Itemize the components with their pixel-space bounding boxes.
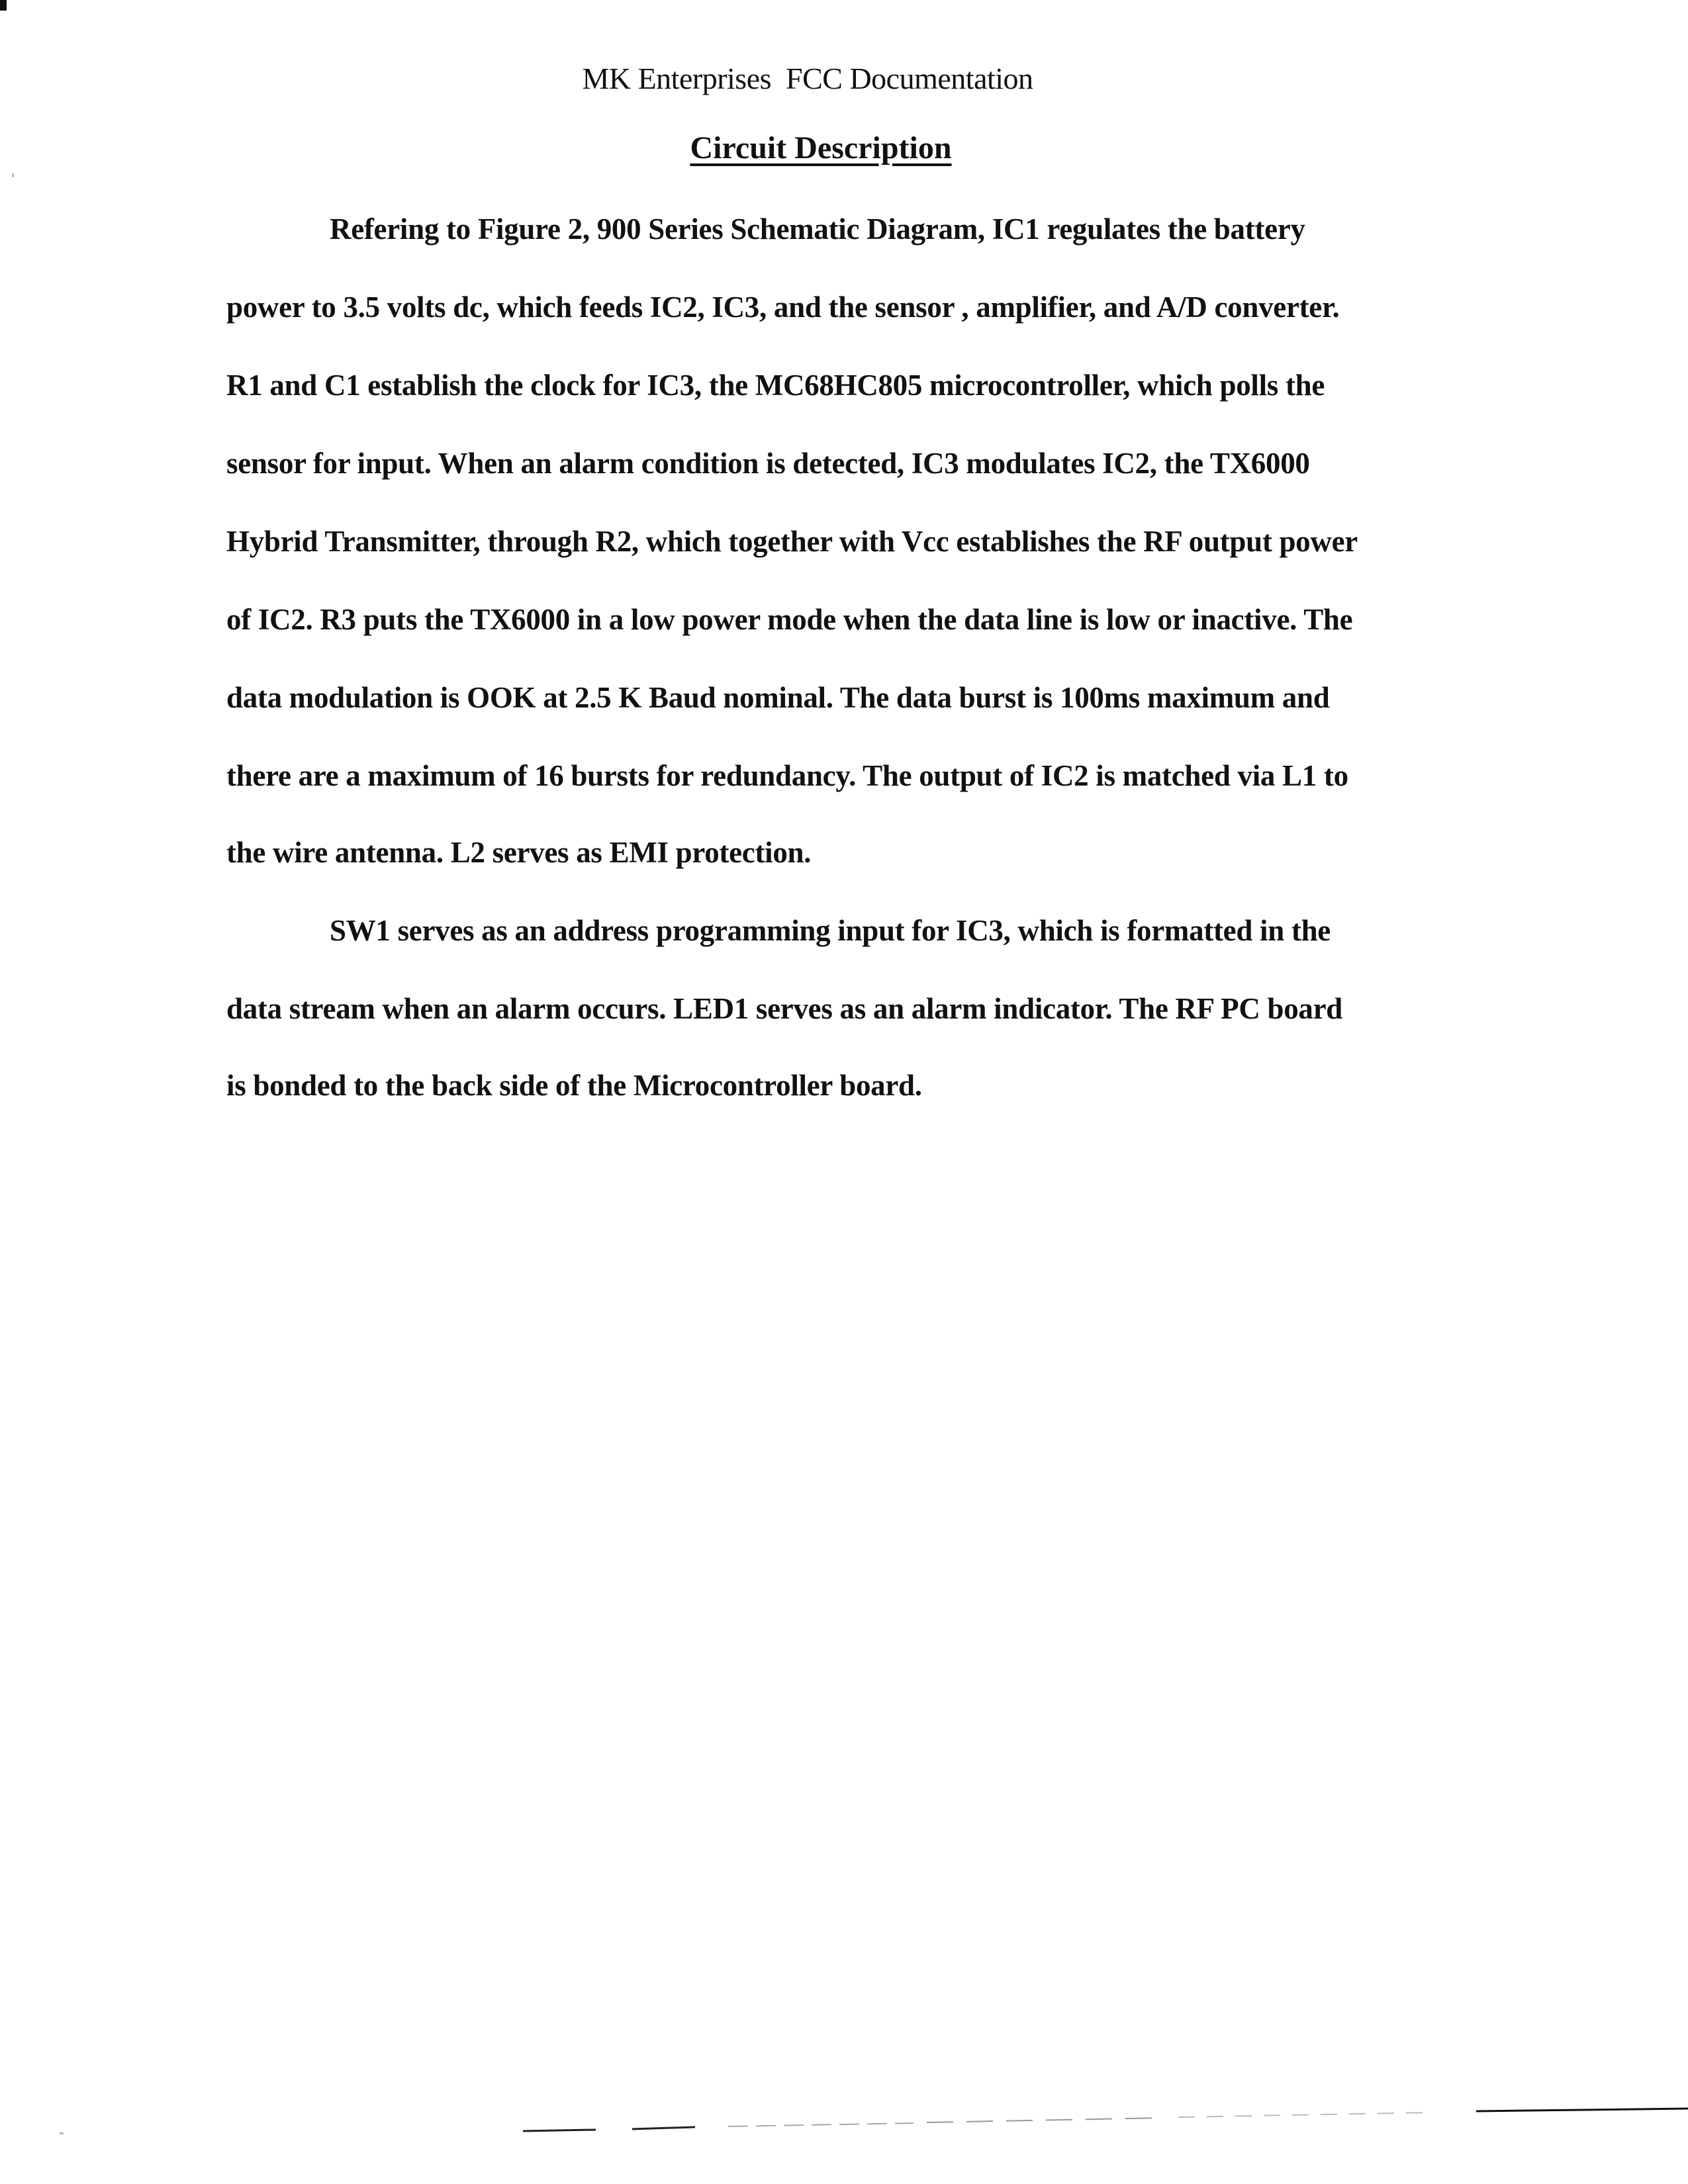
body-line: Refering to Figure 2, 900 Series Schematic Diagram, IC1 regulates the battery	[330, 212, 1305, 246]
scan-speck	[60, 2132, 64, 2134]
section-title: Circuit Description	[690, 130, 952, 165]
document-header	[0, 61, 1688, 96]
body-line: the wire antenna. L2 serves as EMI protection.	[226, 836, 812, 869]
body-line: there are a maximum of 16 bursts for redundancy. The output of IC2 is matched via L1 to	[226, 759, 1348, 792]
body-line: is bonded to the back side of the Microcontroller board.	[226, 1069, 922, 1102]
scan-dash	[1178, 2113, 1430, 2117]
scan-corner-mark	[0, 0, 7, 11]
body-line: sensor for input. When an alarm condition is detected, IC3 modulates IC2, the TX6000	[226, 447, 1310, 480]
body-line: of IC2. R3 puts the TX6000 in a low power mode when the data line is low or inactive. The	[226, 603, 1353, 636]
scan-speck	[12, 173, 14, 177]
scan-dash	[927, 2118, 1165, 2122]
scan-dash	[523, 2130, 596, 2131]
body-line: R1 and C1 establish the clock for IC3, the MC68HC805 microcontroller, which polls the	[226, 369, 1325, 402]
body-line: power to 3.5 volts dc, which feeds IC2, IC3, and the sensor , amplifier, and A/D converter.	[226, 291, 1340, 324]
body-line: SW1 serves as an address programming input for IC3, which is formatted in the	[330, 914, 1331, 947]
scan-dash	[728, 2123, 914, 2126]
body-line: data stream when an alarm occurs. LED1 serves as an alarm indicator. The RF PC board	[226, 992, 1343, 1025]
scan-dash	[1476, 2109, 1688, 2111]
company-title: MK Enterprises FCC Documentation	[582, 62, 1033, 95]
scan-artifact-lines	[516, 2105, 1688, 2138]
section-title-container	[0, 130, 1688, 166]
body-line: data modulation is OOK at 2.5 K Baud nominal. The data burst is 100ms maximum and	[226, 681, 1330, 714]
body-line: Hybrid Transmitter, through R2, which together with Vcc establishes the RF output power	[226, 525, 1358, 558]
scan-dash	[632, 2127, 695, 2129]
